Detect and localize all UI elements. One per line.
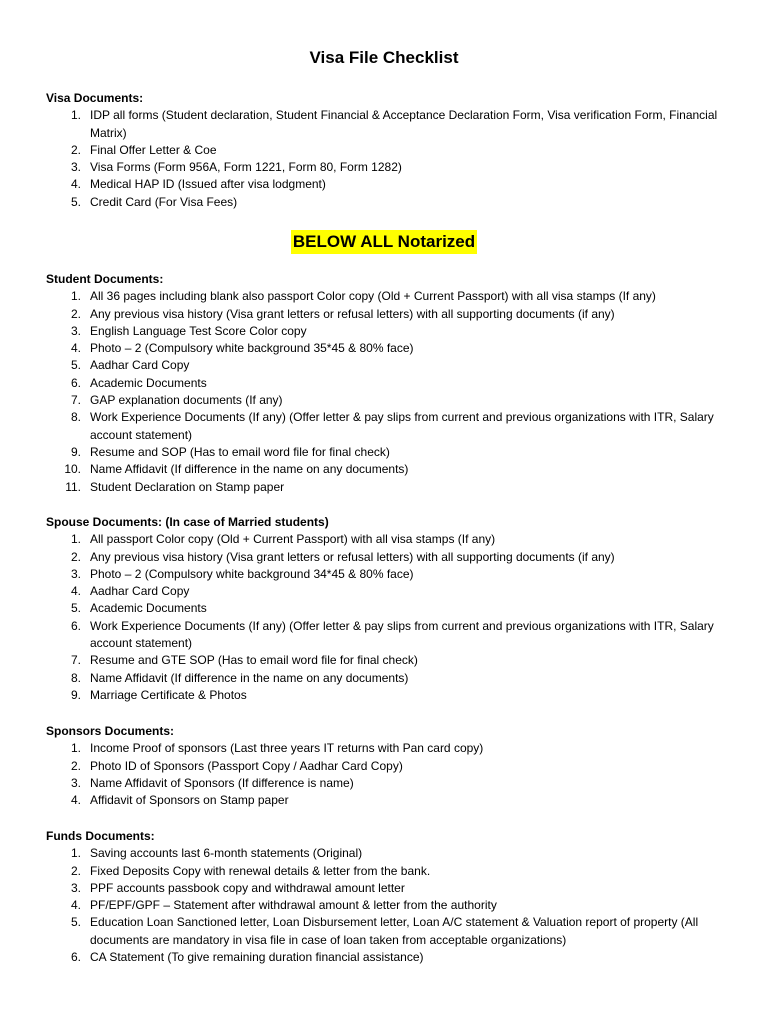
list-item-text: Fixed Deposits Copy with renewal details & letter from the bank.: [90, 863, 431, 878]
list-item-text: Student Declaration on Stamp paper: [90, 479, 285, 494]
notarized-notice: BELOW ALL Notarized: [291, 230, 477, 254]
list-item: [46, 409, 736, 444]
list-number: 5.: [70, 194, 81, 209]
list-item: [46, 107, 736, 142]
list-item-text: Medical HAP ID (Issued after visa lodgment): [90, 177, 326, 192]
list-item: [46, 566, 736, 583]
section-heading: Student Documents:: [46, 272, 164, 286]
list-item-text: Resume and GTE SOP (Has to email word file for final check): [90, 653, 418, 668]
list-item: [46, 288, 736, 305]
list-number: 7.: [70, 653, 81, 668]
list-item-text: All 36 pages including blank also passport Color copy (Old + Current Passport) with all visa stamps (If any): [90, 289, 656, 304]
list-item: [46, 375, 736, 392]
list-item-text: PPF accounts passbook copy and withdrawal amount letter: [90, 880, 405, 895]
list-item-text: Name Affidavit (If difference in the name on any documents): [90, 462, 409, 477]
list-item-text: Work Experience Documents (If any) (Offer letter & pay slips from current and previous organizations with ITR, Salary account statement): [90, 618, 714, 651]
list-item-text: Name Affidavit of Sponsors (If difference is name): [90, 775, 354, 790]
spouse-documents-section: [46, 514, 736, 704]
list-item-text: Any previous visa history (Visa grant letters or refusal letters) with all supporting documents (if any): [90, 549, 615, 564]
list-item-text: Aadhar Card Copy: [90, 584, 190, 599]
section-heading: Sponsors Documents:: [46, 724, 175, 738]
list-item: [46, 775, 736, 792]
list-item-text: Final Offer Letter & Coe: [90, 142, 217, 157]
list-number: 4.: [70, 898, 81, 913]
list-item-text: Affidavit of Sponsors on Stamp paper: [90, 793, 289, 808]
list-item: [46, 949, 736, 966]
list-number: 7.: [70, 393, 81, 408]
list-number: 3.: [70, 775, 81, 790]
list-number: 6.: [70, 950, 81, 965]
list-number: 5.: [70, 915, 81, 930]
list-item-text: Resume and SOP (Has to email word file for final check): [90, 444, 390, 459]
list-item-text: Photo – 2 (Compulsory white background 34*45 & 80% face): [90, 566, 414, 581]
list-item: [46, 357, 736, 374]
list-item-text: Marriage Certificate & Photos: [90, 687, 247, 702]
list-item-text: Name Affidavit (If difference in the name on any documents): [90, 670, 409, 685]
list-number: 1.: [70, 532, 81, 547]
list-item: [46, 176, 736, 193]
list-number: 1.: [70, 846, 81, 861]
notice-wrapper: [0, 230, 768, 254]
list-item: [46, 792, 736, 809]
list-item-text: PF/EPF/GPF – Statement after withdrawal amount & letter from the authority: [90, 898, 497, 913]
list-item-text: Photo ID of Sponsors (Passport Copy / Aadhar Card Copy): [90, 758, 403, 773]
list-number: 3.: [70, 160, 81, 175]
student-documents-section: [46, 271, 736, 496]
list-number: 11.: [65, 479, 81, 494]
list-number: 6.: [70, 375, 81, 390]
list-number: 6.: [70, 618, 81, 633]
list-item-text: Education Loan Sanctioned letter, Loan Disbursement letter, Loan A/C statement & Valuation report of property (All documents are mandatory in visa file in case of loan taken from acceptable organizations): [90, 915, 699, 947]
list-item: [46, 392, 736, 409]
list-item: [46, 914, 736, 949]
list-item-text: Aadhar Card Copy: [90, 358, 190, 373]
list-item-text: GAP explanation documents (If any): [90, 393, 283, 408]
list-item: [46, 845, 736, 862]
list-number: 5.: [70, 601, 81, 616]
list-number: 2.: [70, 142, 81, 157]
checklist: [46, 288, 736, 496]
list-item: [46, 863, 736, 880]
list-number: 1.: [70, 108, 81, 123]
list-item-text: Academic Documents: [90, 375, 207, 390]
list-item-text: Academic Documents: [90, 601, 207, 616]
list-item: [46, 142, 736, 159]
list-item: [46, 159, 736, 176]
list-item: [46, 340, 736, 357]
page-title: Visa File Checklist: [309, 48, 459, 67]
funds-documents-section: [46, 828, 736, 966]
list-number: 2.: [70, 306, 81, 321]
list-item: [46, 194, 736, 211]
list-number: 9.: [70, 444, 81, 459]
list-number: 4.: [70, 177, 81, 192]
list-item-text: Credit Card (For Visa Fees): [90, 194, 238, 209]
section-heading: Visa Documents:: [46, 91, 144, 105]
list-item: [46, 549, 736, 566]
list-item: [46, 600, 736, 617]
list-item: [46, 531, 736, 548]
list-item: [46, 306, 736, 323]
list-item-text: Visa Forms (Form 956A, Form 1221, Form 80, Form 1282): [90, 160, 402, 175]
list-item-text: Income Proof of sponsors (Last three years IT returns with Pan card copy): [90, 741, 484, 756]
list-number: 4.: [70, 584, 81, 599]
list-item-text: Saving accounts last 6-month statements (Original): [90, 846, 363, 861]
visa-documents-section: [46, 90, 736, 211]
list-number: 5.: [70, 358, 81, 373]
list-item: [46, 461, 736, 478]
list-number: 4.: [70, 341, 81, 356]
list-item-text: Photo – 2 (Compulsory white background 35*45 & 80% face): [90, 341, 414, 356]
list-number: 1.: [70, 741, 81, 756]
list-item: [46, 687, 736, 704]
list-number: 2.: [70, 549, 81, 564]
sponsors-documents-section: [46, 723, 736, 809]
checklist: [46, 107, 736, 211]
list-item-text: Work Experience Documents (If any) (Offer letter & pay slips from current and previous organizations with ITR, Salary account statement): [90, 410, 714, 442]
list-item-text: IDP all forms (Student declaration, Student Financial & Acceptance Declaration Form, Visa verification Form, Financial Matrix): [90, 108, 718, 140]
list-item: [46, 880, 736, 897]
list-item: [46, 479, 736, 496]
list-item-text: English Language Test Score Color copy: [90, 323, 307, 338]
list-number: 3.: [70, 323, 81, 338]
list-number: 2.: [70, 863, 81, 878]
list-number: 3.: [70, 566, 81, 581]
list-item-text: Any previous visa history (Visa grant letters or refusal letters) with all supporting documents (if any): [90, 306, 615, 321]
section-heading: Funds Documents:: [46, 829, 155, 843]
list-item: [46, 323, 736, 340]
list-item: [46, 444, 736, 461]
list-item: [46, 758, 736, 775]
list-item: [46, 652, 736, 669]
list-number: 3.: [70, 880, 81, 895]
list-item: [46, 740, 736, 757]
checklist: [46, 740, 736, 809]
list-number: 10.: [64, 462, 81, 477]
section-heading: Spouse Documents: (In case of Married students): [46, 515, 329, 529]
list-number: 8.: [70, 410, 81, 425]
checklist: [46, 531, 736, 704]
checklist: [46, 845, 736, 966]
list-number: 8.: [70, 670, 81, 685]
list-item-text: CA Statement (To give remaining duration financial assistance): [90, 950, 424, 965]
list-number: 4.: [70, 793, 81, 808]
list-number: 2.: [70, 758, 81, 773]
list-number: 9.: [70, 687, 81, 702]
list-item: [46, 897, 736, 914]
list-item: [46, 583, 736, 600]
list-item: [46, 618, 736, 653]
list-item-text: All passport Color copy (Old + Current Passport) with all visa stamps (If any): [90, 532, 496, 547]
list-number: 1.: [70, 289, 81, 304]
list-item: [46, 670, 736, 687]
